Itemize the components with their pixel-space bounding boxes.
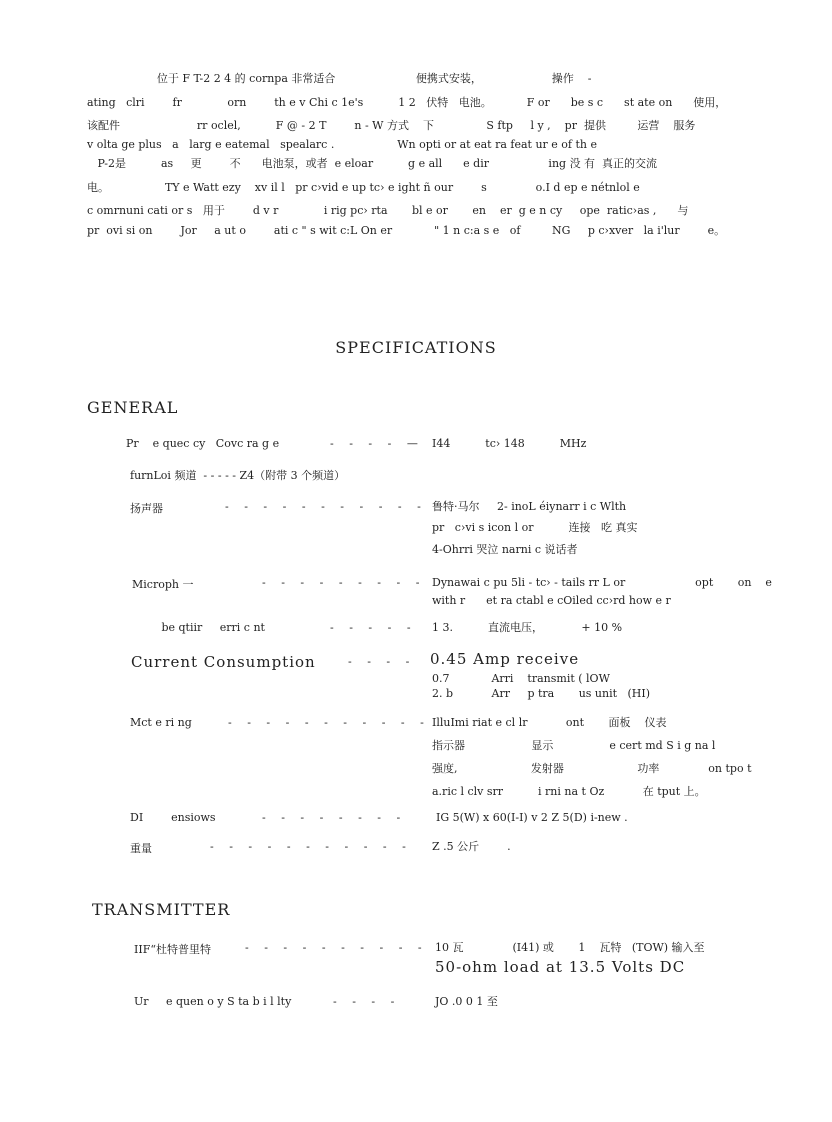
spec-value-metering-4: a.ric l clv srr i rni na t Oz 在 tput 上。 <box>432 785 706 798</box>
spec-value-microphone-2: with r et ra ctabl e cOiled cc›rd how e r <box>432 594 671 607</box>
intro-line-6: 电。 TY e Watt ezy xv il l pr c›vid e up tc› e ight ñ our s o.I d ep e nétnlol e <box>87 181 640 194</box>
spec-value-speaker-1: 鲁特·马尔 2- inoL éiynarr i c Wlth <box>432 500 627 513</box>
spec-dashes-weight: - - - - - - - - - - - <box>210 840 412 853</box>
spec-dashes-frequency-stability: - - - - <box>333 995 401 1008</box>
intro-line-7: c omrnuni cati or s 用于 d v r i rig pc› rta bl e or en er g e n cy ope ratic›as , 与 <box>87 204 689 217</box>
spec-dashes-metering: - - - - - - - - - - - <box>228 716 430 729</box>
spec-label-dimensions: DI ensiows <box>130 811 216 824</box>
spec-dashes-microphone: - - - - - - - - - <box>262 576 426 589</box>
spec-value-current-transmit-high: 2. b Arr p tra us unit (HI) <box>432 687 651 700</box>
intro-line-2: ating clri fr orn th e v Chi c 1e's 1 2 伏特 电池。 F or be s c st ate on 使用， <box>87 96 727 109</box>
spec-label-channels: furnLoi 频道 - - - - - Z4（附带 3 个频道） <box>130 469 346 482</box>
intro-line-3: 该配件 rr oclel, F @ - 2 T n - W 方式 下 S ftp l y , pr 提供 运营 服务 <box>87 119 696 132</box>
spec-dashes-speaker: - - - - - - - - - - - <box>225 500 427 513</box>
spec-label-microphone: Microph 一 <box>132 578 194 591</box>
spec-dashes-power-requirement: - - - - - <box>330 621 417 634</box>
spec-value-frequency: I44 tc› 148 MHz <box>432 437 587 450</box>
spec-value-dimensions: IG 5(W) x 60(I-I) v 2 Z 5(D) i-new . <box>436 811 628 824</box>
spec-value-power-requirement: 1 3. 直流电压， + 10 % <box>432 621 623 634</box>
spec-dashes-frequency: - - - - — <box>330 437 424 450</box>
spec-dashes-dimensions: - - - - - - - - <box>262 811 407 824</box>
spec-label-weight: 重量 <box>130 842 152 855</box>
spec-label-power-requirement: be qtiir erri c nt <box>130 621 265 634</box>
intro-line-8: pr ovi si on Jor a ut o ati c " s wit c:L On er " 1 n c:a s e of NG p c›xver la i'lur e。 <box>87 224 726 237</box>
spec-label-speaker: 扬声器 <box>130 502 163 515</box>
spec-value-metering-3: 强度, 发射器 功率 on tpo t <box>432 762 752 775</box>
specifications-heading: SPECIFICATIONS <box>335 338 497 357</box>
spec-value-microphone-1: Dynawai c pu 5li - tc› - tails rr L or opt on e <box>432 576 772 589</box>
spec-value-current-receive: 0.45 Amp receive <box>430 650 580 668</box>
spec-value-rf-output-2: 50-ohm load at 13.5 Volts DC <box>435 958 686 976</box>
spec-value-rf-output-1: 10 瓦 (I41) 或 1 瓦特 (TOW) 输入至 <box>435 941 705 954</box>
general-heading: GENERAL <box>87 398 179 417</box>
spec-value-current-transmit-low: 0.7 Arri transmit ( lOW <box>432 672 610 685</box>
spec-value-frequency-stability: JO .0 0 1 至 <box>435 995 498 1008</box>
spec-value-weight: Z .5 公斤 . <box>432 840 511 853</box>
transmitter-heading: TRANSMITTER <box>92 900 231 919</box>
spec-dashes-current-consumption: - - - - <box>348 655 416 668</box>
spec-dashes-rf-output: - - - - - - - - - - <box>245 941 428 954</box>
spec-label-metering: Mct e ri ng <box>130 716 192 729</box>
spec-value-metering-1: IlluImi riat e cl lr ont 面板 仪表 <box>432 716 667 729</box>
spec-label-current-consumption: Current Consumption <box>131 653 316 671</box>
spec-label-frequency-stability: Ur e quen o y S ta b i l lty <box>134 995 292 1008</box>
spec-value-metering-2: 指示器 显示 e cert md S i g na l <box>432 739 716 752</box>
spec-label-frequency: Pr e quec cy Covc ra g e <box>126 437 280 450</box>
spec-value-speaker-3: 4-Ohrri 哭泣 narni c 说话者 <box>432 543 578 556</box>
spec-label-rf-output: IIF“杜特普里特 <box>134 943 211 956</box>
intro-line-1: 位于 F T-2 2 4 的 cornpa 非常适合 便携式安装， 操作 - <box>87 72 592 85</box>
spec-value-speaker-2: pr c›vi s icon l or 连接 吃 真实 <box>432 521 638 534</box>
intro-line-5: P-2是 as 更 不 电池泵，或者 e eloar g e all e dir ing 没 有 真正的交流 <box>87 157 658 170</box>
intro-line-4: v olta ge plus a larg e eatemal spealarc . Wn opti or at eat ra feat ur e of th e <box>87 138 597 151</box>
